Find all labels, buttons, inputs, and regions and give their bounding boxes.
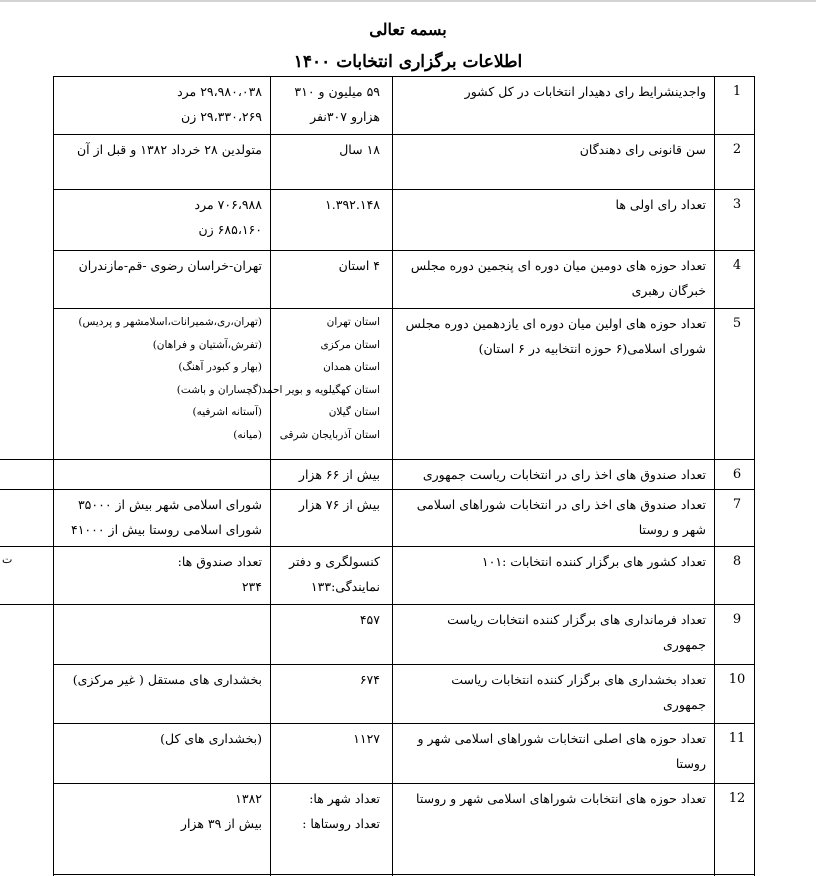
row-title-line: تعداد کشور های برگزار کننده انتخابات :۱۰۱ [481, 554, 706, 569]
row-title-line: واجدینشرایط رای دهیدار انتخابات در کل کشور [464, 84, 706, 99]
row-title [465, 79, 706, 104]
row-value [261, 311, 380, 446]
header-title: اطلاعات برگزاری انتخابات ۱۴۰۰ [293, 52, 523, 72]
table-rule [53, 250, 755, 251]
row-value-line: ۵۹ میلیون و ۳۱۰ [294, 84, 380, 99]
row-value-line: تعداد شهر ها: [309, 791, 380, 806]
row-number: 2 [732, 142, 742, 157]
row-value-line: بیش از ۶۶ هزار [298, 467, 380, 482]
row-title [418, 726, 706, 776]
row-title-line: تعداد صندوق های اخذ رای در انتخابات ریاست جمهوری [422, 467, 706, 482]
row-detail [78, 311, 262, 446]
row-detail-line: (تفرش،آشتیان و فراهان) [152, 338, 262, 351]
row-value-line: ۶۷۴ [359, 672, 380, 687]
row-detail-line: ۷۰۶،۹۸۸ مرد [194, 197, 262, 212]
row-title [616, 192, 706, 217]
row-detail-line: بخشداری های مستقل ( غیر مرکزی) [72, 672, 262, 687]
row-title-line: خبرگان رهبری [631, 283, 706, 298]
table-rule [0, 604, 755, 605]
row-number: 6 [732, 467, 742, 482]
row-detail [181, 786, 262, 836]
row-value-line: ۴۵۷ [359, 612, 380, 627]
table-rule [53, 189, 755, 190]
table-border [392, 76, 393, 876]
row-value-line: ۴ استان [338, 258, 380, 273]
table-rule [53, 723, 755, 724]
row-title-line: تعداد رای اولی ها [615, 197, 706, 212]
row-number: 10 [728, 672, 746, 687]
table-border [714, 76, 715, 876]
row-number: 9 [732, 612, 742, 627]
table-border [53, 76, 54, 876]
row-number: 5 [732, 316, 742, 331]
row-title-line: شورای اسلامی(۶ حوزه انتخابیه در ۶ استان) [478, 341, 706, 356]
row-value [353, 726, 380, 751]
row-title-line: جمهوری [663, 697, 706, 712]
row-title [411, 253, 706, 303]
row-title [417, 492, 706, 542]
row-title [482, 549, 706, 574]
row-detail-line: (آستانه اشرفیه) [192, 406, 262, 418]
row-detail [79, 253, 262, 278]
row-title-line: تعداد صندوق های اخذ رای در انتخابات شوراهای اسلامی [416, 497, 706, 512]
row-detail-line: تهران-خراسان رضوی -قم-مازندران [78, 258, 262, 273]
row-number: 11 [728, 731, 746, 746]
row-detail-line: (میانه) [233, 428, 262, 441]
row-detail-line: متولدین ۲۸ خرداد ۱۳۸۲ و قبل از آن [76, 142, 262, 157]
row-detail-line: ۲۹،۹۸۰،۰۳۸ مرد [177, 84, 262, 99]
row-title-line: تعداد بخشداری های برگزار کننده انتخابات ریاست [451, 672, 706, 687]
row-detail [71, 492, 262, 542]
row-value [339, 253, 380, 278]
row-value-line: نمایندگی:۱۳۳ [310, 579, 380, 594]
row-detail [73, 667, 262, 692]
table-rule [53, 308, 755, 309]
row-detail-line: شورای اسلامی روستا بیش از ۴۱۰۰۰ [70, 522, 262, 537]
row-value [299, 462, 380, 487]
row-detail-line: شورای اسلامی شهر بیش از ۳۵۰۰۰ [77, 497, 262, 512]
row-detail-line: ۲۳۴ [241, 579, 262, 594]
row-title-line: تعداد حوزه های اولین میان دوره ای یازدهمین دوره مجلس [405, 316, 706, 331]
row-detail-line: تعداد صندوق ها: [177, 554, 262, 569]
row-detail [177, 79, 262, 129]
row-detail-line: (گچساران و باشت) [176, 383, 262, 396]
row-detail-line: بیش از ۳۹ هزار [180, 816, 262, 831]
row-title-line: شهر و روستا [638, 522, 706, 537]
row-title-line: تعداد حوزه های انتخابات شوراهای اسلامی شهر و روستا [416, 791, 706, 806]
row-value-line: ۱۱۲۷ [353, 731, 380, 746]
row-title-line: تعداد حوزه های اصلی انتخابات شوراهای اسلامی شهر و [417, 731, 706, 746]
stray-mark: ت [2, 553, 13, 566]
row-value [302, 786, 380, 836]
row-title-line: جمهوری [663, 637, 706, 652]
row-value-line: استان کهگیلویه و بویر احمد [261, 383, 380, 396]
table-rule [0, 459, 755, 460]
table-rule [53, 874, 755, 875]
row-detail [160, 726, 262, 751]
row-title [447, 607, 706, 657]
row-detail-line: ۶۸۵،۱۶۰ زن [198, 222, 262, 237]
row-title-line: روستا [675, 756, 706, 771]
row-value-line: تعداد روستاها : [302, 816, 380, 831]
table-rule [53, 783, 755, 784]
header-bismillah: بسمه تعالی [369, 20, 447, 39]
row-value [294, 79, 380, 129]
row-value-line: استان گیلان [328, 406, 380, 418]
row-number: 7 [732, 497, 742, 512]
row-value [360, 667, 380, 692]
table-border [270, 76, 271, 876]
row-title-line: تعداد حوزه های دومین میان دوره ای پنجمین دوره مجلس [410, 258, 706, 273]
row-number: 1 [732, 84, 742, 99]
row-title-line: تعداد فرمانداری های برگزار کننده انتخابات ریاست [447, 612, 706, 627]
row-number: 4 [732, 258, 742, 273]
row-number: 8 [732, 554, 742, 569]
row-title [406, 311, 706, 361]
row-value-line: استان همدان [323, 361, 380, 373]
row-title [423, 462, 706, 487]
row-value-line: استان آذربایجان شرقی [279, 428, 380, 441]
row-title-line: سن قانونی رای دهندگان [579, 142, 706, 157]
row-title [416, 786, 706, 811]
table-rule [53, 134, 755, 135]
row-value [325, 192, 380, 217]
table-rule [53, 664, 755, 665]
row-number: 3 [732, 197, 742, 212]
table-rule [0, 489, 755, 490]
row-detail-line: ۱۳۸۲ [235, 791, 262, 806]
row-value-line: استان مرکزی [320, 338, 380, 351]
row-title [451, 667, 706, 717]
row-value-line: بیش از ۷۶ هزار [298, 497, 380, 512]
row-detail-line: (بخشداری های کل) [160, 731, 262, 746]
row-detail [77, 137, 262, 162]
row-value-line: ۱۸ سال [339, 142, 380, 157]
row-value-line: کنسولگری و دفتر [289, 554, 380, 569]
row-value [299, 492, 380, 517]
row-detail [178, 549, 262, 599]
table-rule [0, 546, 755, 547]
row-value-line: استان تهران [326, 316, 380, 328]
row-value-line: ۱.۳۹۲.۱۴۸ [325, 197, 380, 212]
row-number: 12 [728, 791, 746, 806]
row-value [339, 137, 380, 162]
row-detail-line: (تهران،ری،شمیرانات،اسلامشهر و پردیس) [78, 316, 262, 328]
table-rule [53, 76, 755, 77]
row-detail-line: ۲۹،۳۳۰،۲۶۹ زن [181, 109, 262, 124]
row-title [580, 137, 706, 162]
row-detail-line: (بهار و کبودر آهنگ) [178, 361, 262, 373]
row-value [360, 607, 380, 632]
row-value-line: هزارو ۳۰۷نفر [310, 109, 380, 124]
row-detail [195, 192, 262, 242]
row-value [289, 549, 380, 599]
